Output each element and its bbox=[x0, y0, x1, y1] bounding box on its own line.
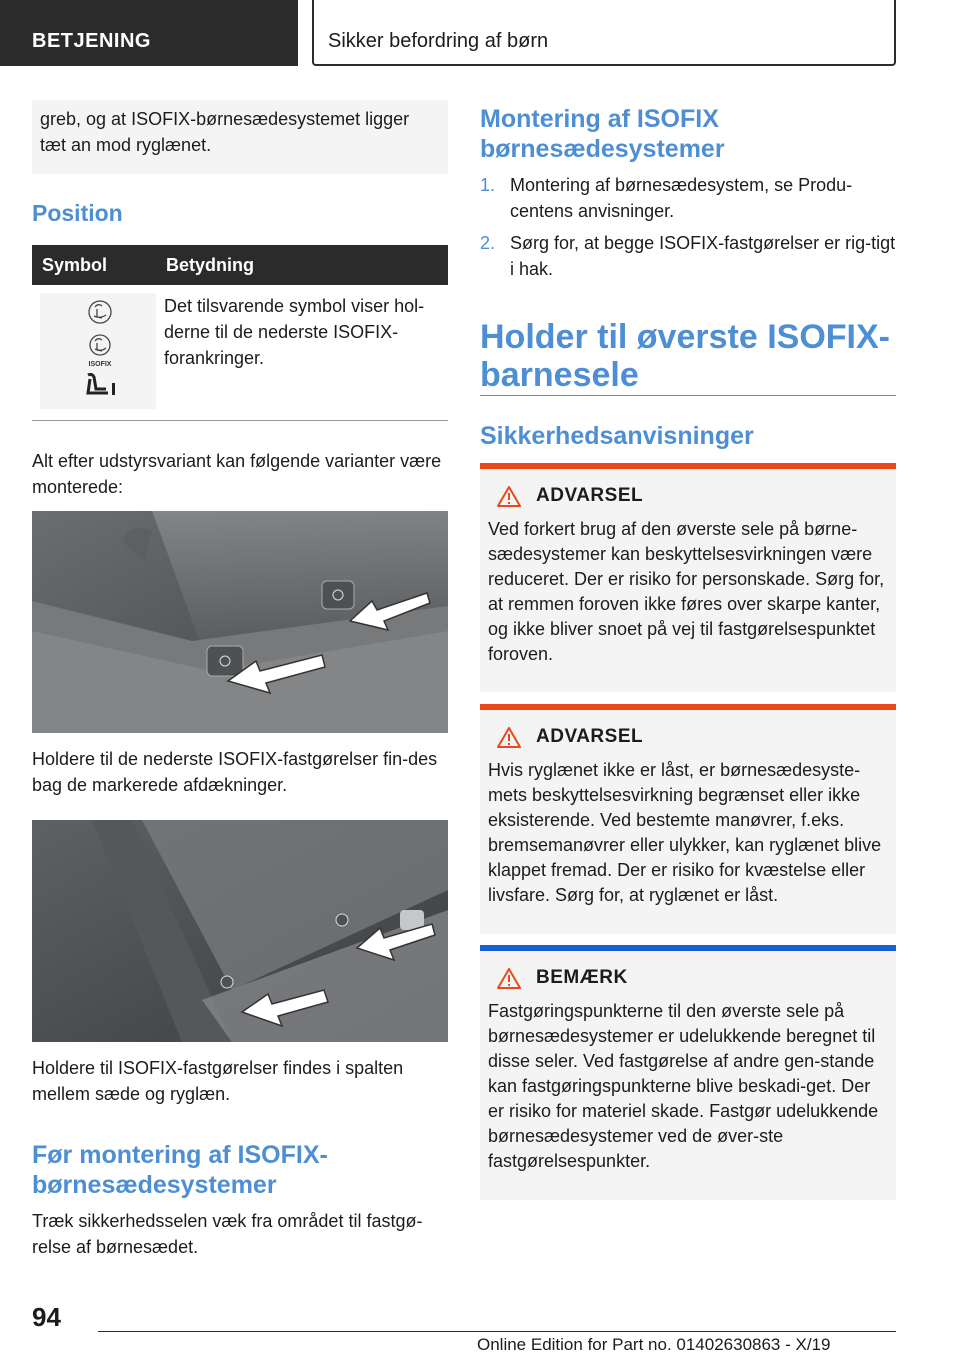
table-divider bbox=[32, 420, 448, 421]
chapter-label: Sikker befordring af børn bbox=[328, 30, 549, 52]
warning-label: ADVARSEL bbox=[536, 726, 644, 747]
isofix-icons bbox=[40, 293, 156, 409]
before-mounting-heading: Før montering af ISOFIX-børnesædesystemer bbox=[32, 1141, 328, 1199]
warning-box bbox=[480, 463, 896, 692]
section-tab bbox=[0, 0, 298, 66]
warning-text: Hvis ryglænet ikke er låst, er børnesædesyste-mets beskyttelsesvirkning begrænset eller ikke eksisterende. Ved bestemte manøvrer, f.eks. bremsemanøvrer eller ulykker, kan ryglænet blive klappet fremad. Der er risiko for kvæstelse eller livsfare. Sørg for, at ryglænet er låst. bbox=[488, 760, 882, 905]
caption-gap: Holdere til ISOFIX-fastgørelser findes i spalten mellem sæde og ryglæn. bbox=[32, 1058, 404, 1104]
notice-box bbox=[480, 945, 896, 1200]
warning-text: Ved forkert brug af den øverste sele på børne-sædesystemer kan beskyttelsesvirkningen være reduceret. Der er risiko for personskade. Sørg for, at remmen foroven ikke føres over skarpe kanter, og ikke bliver snoet på vej til fastgørelsespunktet foroven. bbox=[488, 519, 885, 664]
meaning-cell: Det tilsvarende symbol viser hol-derne til de nederste ISOFIX-forankringer. bbox=[164, 296, 425, 368]
section-label: BETJENING bbox=[32, 30, 151, 52]
footer-divider bbox=[98, 1331, 896, 1332]
warning-bar bbox=[480, 463, 896, 469]
list-item bbox=[480, 172, 896, 224]
warning-bar bbox=[480, 704, 896, 710]
svg-text:ISOFIX: ISOFIX bbox=[88, 361, 112, 368]
rear-seat-photo-covers bbox=[32, 511, 448, 733]
step-text: Sørg for, at begge ISOFIX-fastgørelser er rig-tigt i hak. bbox=[510, 233, 896, 279]
caption-covers: Holdere til de nederste ISOFIX-fastgørelser fin-des bag de markerede afdækninger. bbox=[32, 749, 438, 795]
symbol-table bbox=[32, 245, 448, 417]
rear-seat-photo-gap bbox=[32, 820, 448, 1042]
list-item bbox=[480, 230, 896, 282]
step-number: 2. bbox=[480, 233, 496, 253]
mounting-heading: Montering af ISOFIX børnesædesystemer bbox=[480, 105, 725, 163]
mounting-steps bbox=[480, 172, 896, 288]
warning-label: ADVARSEL bbox=[536, 485, 644, 506]
step-number: 1. bbox=[480, 175, 496, 195]
page-number: 94 bbox=[32, 1302, 61, 1332]
isofix-seat-icon bbox=[40, 293, 156, 409]
notice-bar bbox=[480, 945, 896, 951]
notice-label: BEMÆRK bbox=[536, 967, 628, 988]
chapter-tab bbox=[312, 0, 896, 66]
edition-text: Online Edition for Part no. 01402630863 - X/19 bbox=[477, 1335, 831, 1354]
page-header bbox=[0, 0, 960, 66]
variants-text: Alt efter udstyrsvariant kan følgende varianter være monterede: bbox=[32, 451, 442, 497]
table-row bbox=[32, 285, 448, 417]
safety-heading: Sikkerhedsanvisninger bbox=[480, 422, 754, 450]
top-tether-heading: Holder til øverste ISOFIX-barnesele bbox=[480, 318, 890, 394]
intro-box bbox=[32, 100, 448, 174]
notice-text: Fastgøringspunkterne til den øverste sele på børnesædesystemer er udelukkende beregnet til disse seler. Ved fastgørelse af andre gen-stande kan fastgøringspunkterne blive beskadi-get. Der er risiko for materiel skade. Fastgør udelukkende børnesædesystemer ved de øver-ste fastgørelsespunkter. bbox=[488, 1001, 879, 1171]
warning-box bbox=[480, 704, 896, 934]
heading-underline bbox=[480, 395, 896, 396]
meaning-column-header: Betydning bbox=[156, 245, 448, 285]
warning-triangle-icon bbox=[496, 485, 522, 508]
before-mounting-text: Træk sikkerhedsselen væk fra området til fastgø-relse af børnesædet. bbox=[32, 1211, 423, 1257]
notice-triangle-icon bbox=[496, 967, 522, 990]
position-heading: Position bbox=[32, 200, 123, 226]
step-text: Montering af børnesædesystem, se Produ-centens anvisninger. bbox=[510, 175, 853, 221]
intro-text: greb, og at ISOFIX-børnesædesystemet ligger tæt an mod ryglænet. bbox=[40, 109, 410, 155]
symbol-column-header: Symbol bbox=[32, 245, 156, 285]
warning-triangle-icon bbox=[496, 726, 522, 749]
